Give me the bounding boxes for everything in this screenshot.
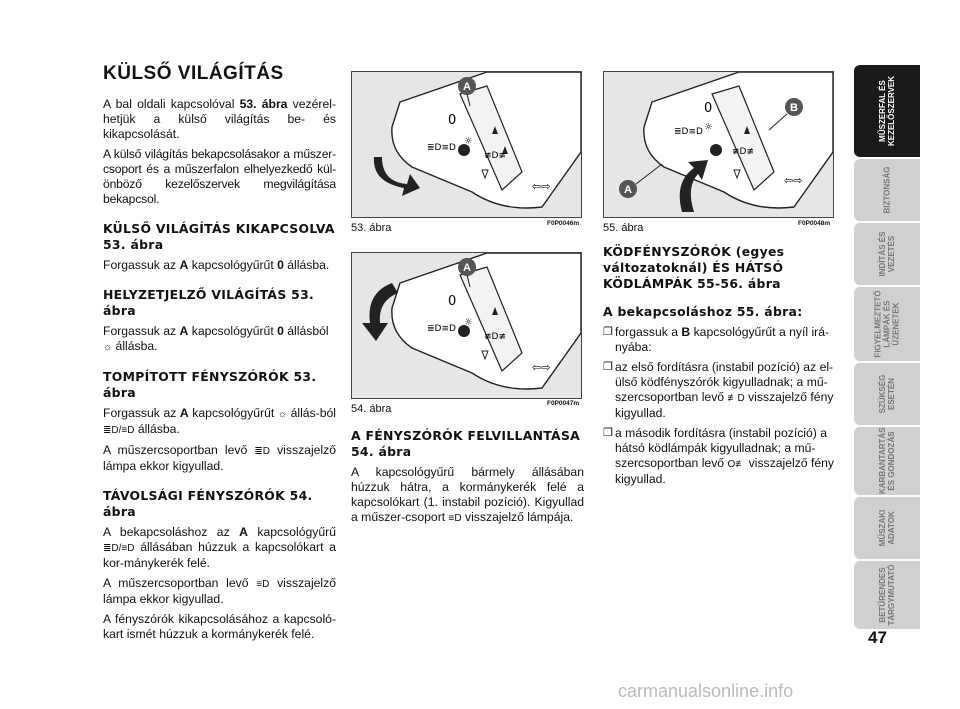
position-lights-text: Forgassuk az A kapcsológyűrűt 0 állásból ☼ állásba. (103, 324, 329, 353)
tab-label: MŰSZAKI ADATOK (878, 509, 896, 547)
intro-paragraph: A bal oldali kapcsolóval 53. ábra vezérel-hetjük a külső világítás be- és kikapcsolását. (103, 97, 336, 141)
figure-54-code: F0P0047m (547, 400, 580, 407)
column-left (103, 63, 337, 647)
sun-icon: ☼ (103, 342, 113, 353)
tab-label: KARBANTARTÁS ÉS GONDOZÁS (878, 427, 896, 494)
checkbox-bullet-icon: ❐ (603, 427, 613, 439)
high-beam-text: A bekapcsoláshoz az A kapcsológyűrű ≣D/≡D állásában húzzuk a kapcsolókart a kor-mánykerék felé. (103, 525, 336, 570)
front-fog-icon: ≢D (727, 393, 745, 404)
label-b: B (790, 102, 798, 114)
heading-low-beam: TOMPÍTOTT FÉNYSZÓRÓK 53. ábra (103, 369, 317, 400)
tab-label: BIZTONSÁG (882, 166, 892, 214)
figure-55-code: F0P0048m (798, 220, 831, 227)
low-beam-text: Forgassuk az A kapcsológyűrűt ☼ állás-ból ≣D/≡D állásba. (103, 406, 336, 436)
checkbox-bullet-icon: ❐ (603, 361, 613, 373)
low-beam-icon: ≣D/≡D (103, 425, 135, 436)
label-a: A (624, 184, 632, 196)
low-beam-text-2: A műszercsoportban levő ≣D visszajelző lámpa ekkor kigyullad. (103, 443, 337, 473)
fog-icons: ≢D≢ (732, 147, 755, 157)
beam-icons: ≣D≡D (427, 324, 456, 334)
stalk-switch-illustration (352, 72, 581, 217)
high-beam-text-2: A műszercsoportban levő ≡D visszajelző lámpa ekkor kigyullad. (103, 576, 337, 606)
list-item: ❐ az első fordításra (instabil pozíció) az el-ülső ködfényszórók kigyulladnak; a mű-szercsoportban levő ≢D visszajelző fény kigyullad. (603, 360, 834, 420)
figure-54 (351, 252, 582, 399)
heading-fog-lights: KÖDFÉNYSZÓRÓK (egyes változatoknál) ÉS HÁTSÓ KÖDLÁMPÁK 55-56. ábra (603, 244, 785, 291)
section-title: KÜLSŐ VILÁGÍTÁS (103, 63, 284, 84)
heading-lights-off: KÜLSŐ VILÁGÍTÁS KIKAPCSOLVA 53. ábra (103, 221, 335, 252)
figure-55 (603, 71, 834, 218)
page-number: 47 (868, 628, 887, 647)
tab-maintenance[interactable] (854, 427, 920, 495)
tab-safety[interactable] (854, 159, 920, 221)
label-a: A (463, 81, 471, 93)
intro-paragraph-2: A külső világítás bekapcsolásakor a műszer-csoport és a műszerfalon elhelyezkedő kül-önböző kezelőszervek megvilágítása bekapcsol. (103, 147, 336, 206)
list-item: ❐ a második fordításra (instabil pozíció) a hátsó ködlámpák kigyulladnak; a mű-szercsoportban levő O≢ visszajelző fény kigyullad. (603, 426, 834, 486)
tab-label: FIGYELMEZTETŐ LÁMPÁK ÉS ÜZENETEK (873, 290, 901, 358)
figure-53-caption: 53. ábra (351, 222, 392, 234)
lights-off-text: Forgassuk az A kapcsológyűrűt 0 állásba. (103, 258, 330, 272)
zero-position-label: 0 (448, 294, 457, 309)
sun-icon: ☼ (704, 122, 713, 133)
tab-label: SZÜKSÉG ESETÉN (878, 374, 896, 414)
rear-fog-icon: O≢ (727, 459, 746, 470)
subheading-switch-on: A bekapcsoláshoz 55. ábra: (603, 304, 803, 319)
heading-headlight-flash: A FÉNYSZÓRÓK FELVILLANTÁSA 54. ábra (351, 428, 581, 459)
checkbox-bullet-icon: ❐ (603, 326, 613, 338)
tab-warning-lights[interactable] (854, 287, 920, 361)
tab-instrument-panel[interactable] (854, 65, 920, 157)
zero-position-label: 0 (704, 101, 713, 116)
list-item: ❐ forgassuk a B kapcsológyűrűt a nyíl irá-nyába: (603, 325, 830, 354)
turn-signal-icon: ⇦⇨ (532, 361, 551, 374)
beam-icons: ≣D≡D (427, 143, 456, 153)
stalk-switch-illustration (352, 253, 581, 398)
low-beam-icon: ≣D/≡D (103, 543, 135, 554)
zero-position-label: 0 (448, 113, 457, 128)
high-beam-icon: ≡D (448, 513, 462, 524)
fog-icons: ≢D≢ (484, 151, 507, 161)
sun-icon: ☼ (464, 317, 473, 328)
tab-starting-driving[interactable] (854, 223, 920, 285)
figure-53 (351, 71, 582, 218)
heading-position-lights: HELYZETJELZŐ VILÁGÍTÁS 53. ábra (103, 287, 315, 318)
high-beam-text-3: A fényszórók kikapcsolásához a kapcsoló-kart ismét húzzuk a kormánykerék felé. (103, 612, 336, 641)
tab-technical-data[interactable] (854, 497, 920, 559)
figure-55-caption: 55. ábra (603, 222, 644, 234)
tab-index[interactable] (854, 561, 920, 629)
tab-label: BETŰRENDES TÁRGYMUTATÓ (878, 564, 896, 626)
label-a: A (463, 262, 471, 274)
headlight-flash-text: A kapcsológyűrű bármely állásában húzzuk hátra, a kormánykerék felé a kapcsolókart (1. instabil pozíció). Kigyullad a műszer-csoport ≡D visszajelző lámpája. (351, 465, 584, 524)
figure-54-caption: 54. ábra (351, 403, 392, 415)
column-middle (351, 428, 584, 531)
sun-icon: ☼ (464, 136, 473, 147)
tab-label: MŰSZERFAL ÉS KEZELŐSZERVEK (878, 75, 896, 147)
watermark: carmanualsonline.info (618, 681, 794, 701)
low-beam-icon: ≣D (254, 446, 270, 457)
beam-icons: ≣D≡D (674, 127, 703, 137)
figure-53-code: F0P0046m (547, 220, 580, 227)
column-right (603, 244, 835, 492)
tab-label: INDÍTÁS ÉS VEZETÉS (878, 231, 896, 277)
fog-icons: ≢D≢ (484, 332, 507, 342)
sun-icon: ☼ (277, 409, 288, 420)
turn-signal-icon: ⇦⇨ (784, 174, 803, 187)
heading-high-beam: TÁVOLSÁGI FÉNYSZÓRÓK 54. ábra (103, 488, 313, 519)
turn-signal-icon: ⇦⇨ (532, 180, 551, 193)
high-beam-icon: ≡D (256, 579, 270, 590)
stalk-switch-illustration (604, 72, 833, 217)
tab-emergency[interactable] (854, 363, 920, 425)
